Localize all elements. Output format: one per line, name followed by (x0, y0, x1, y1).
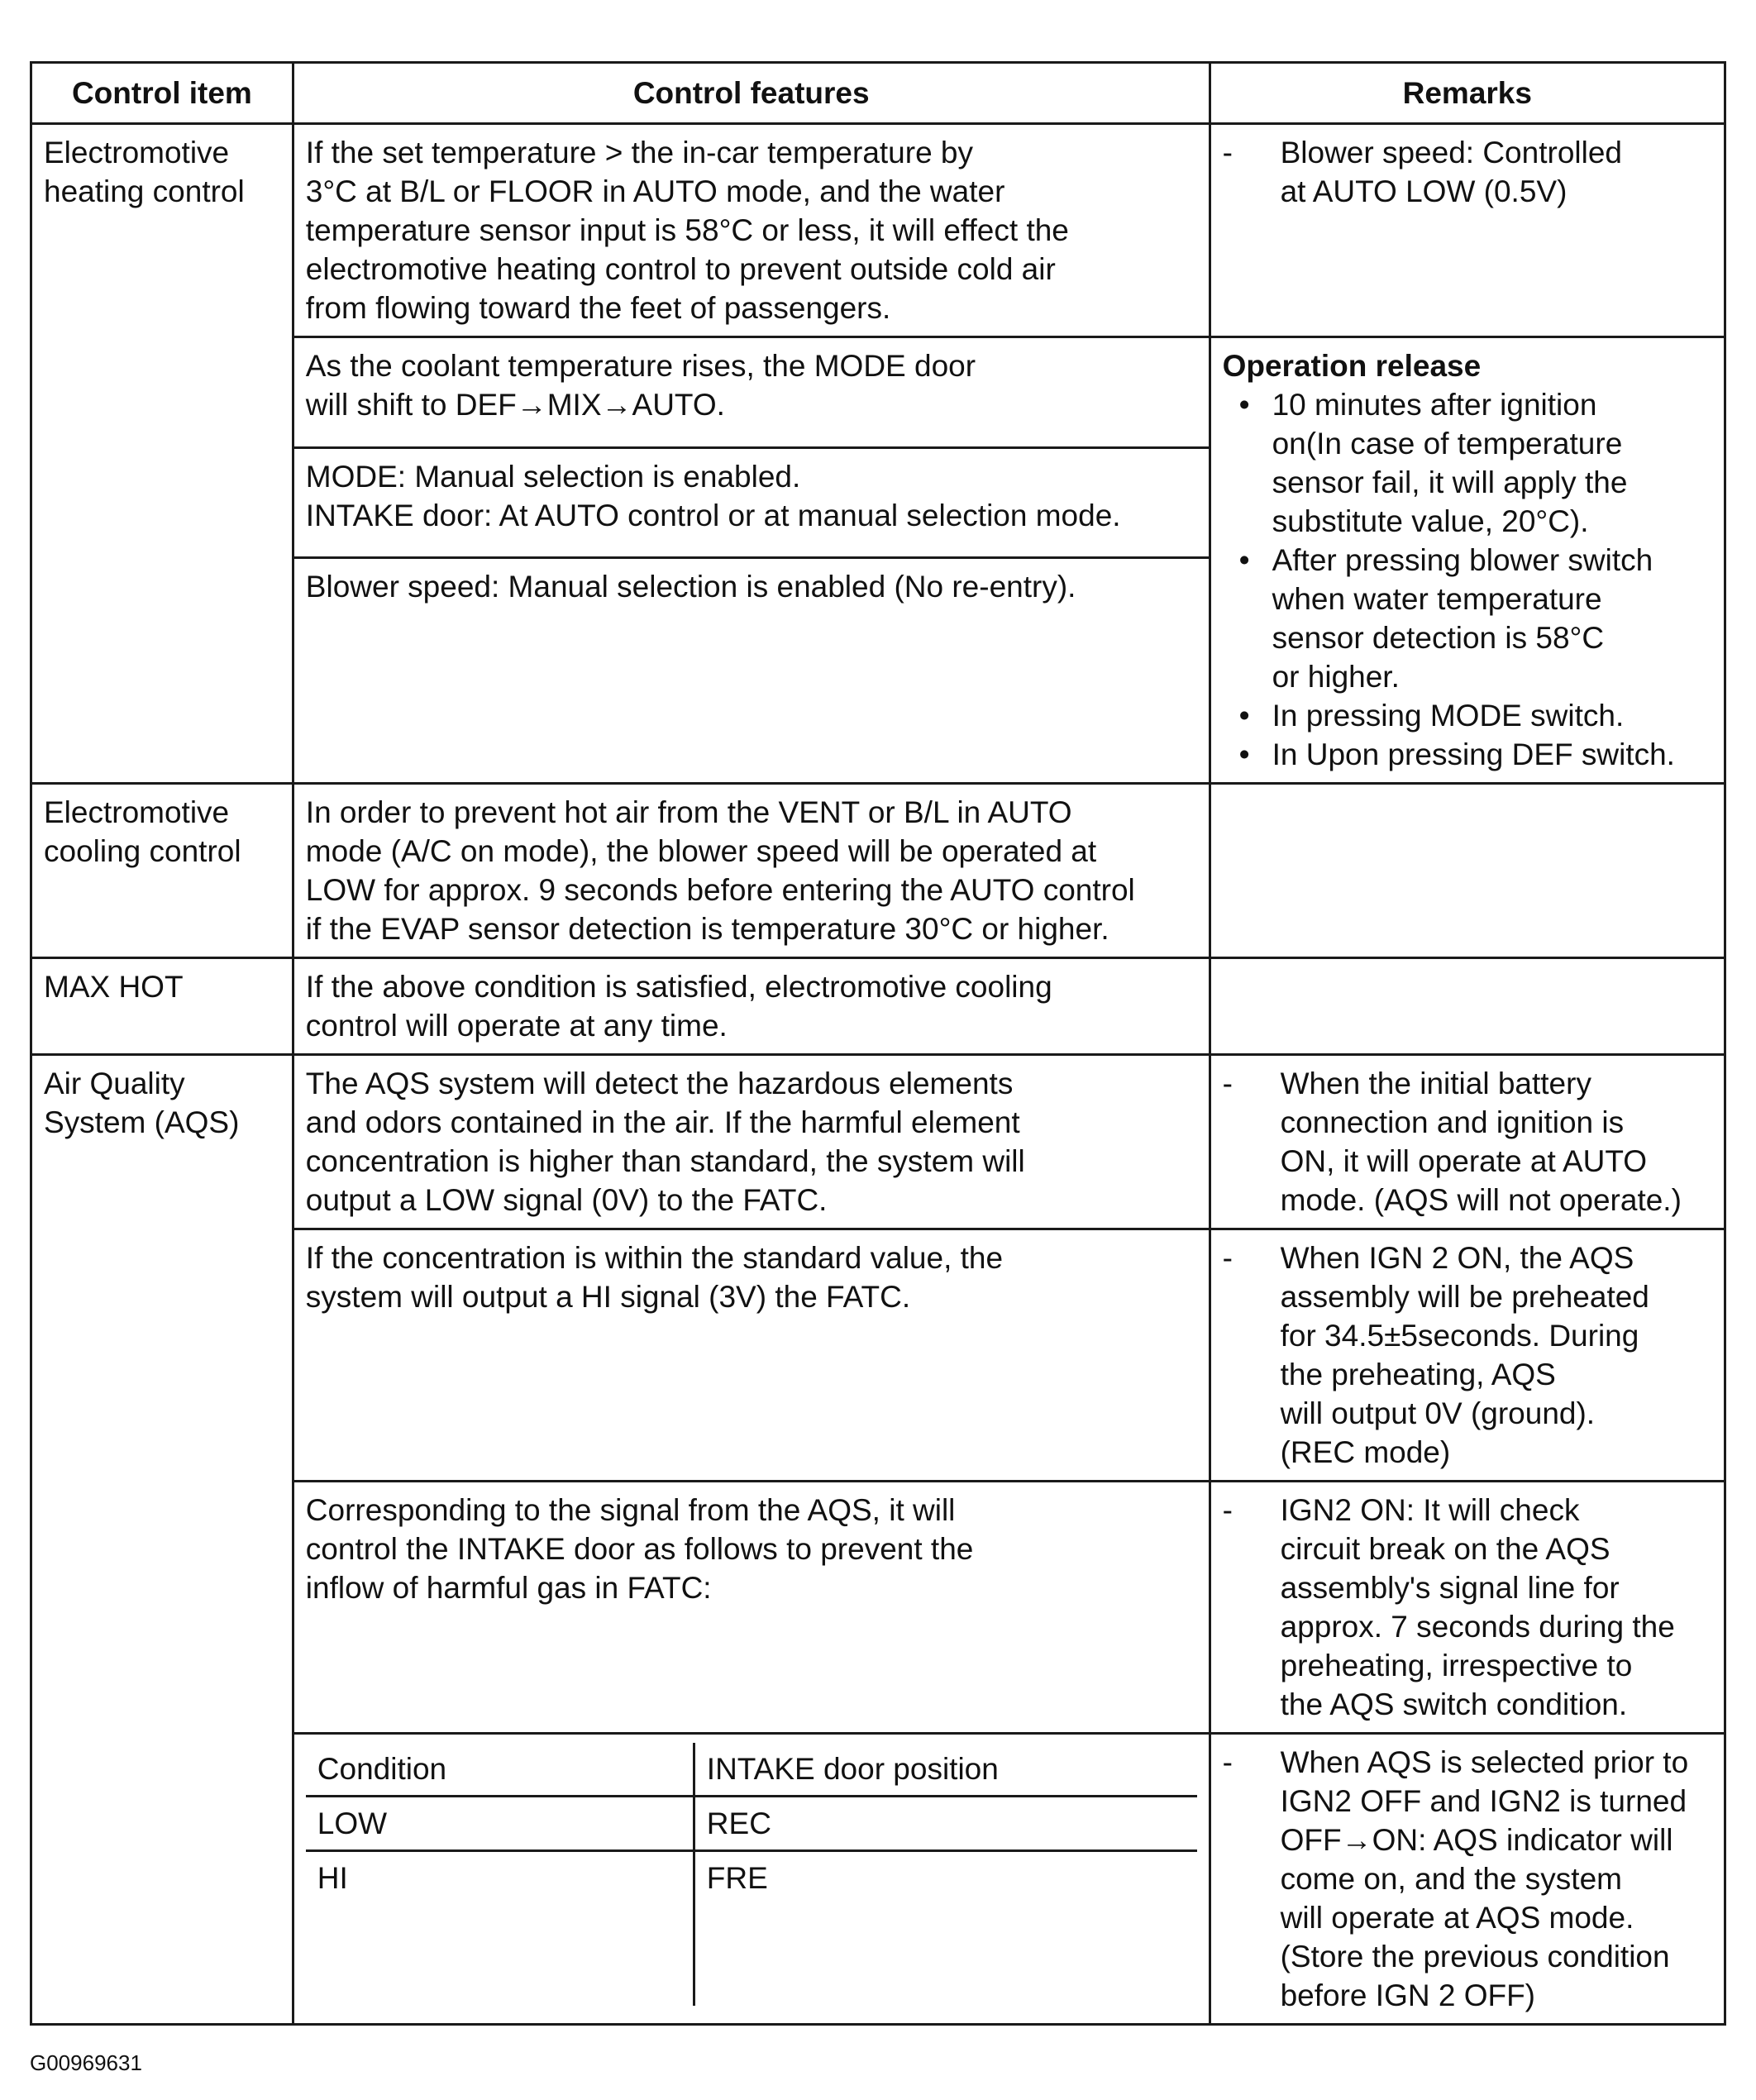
intake-subtable (306, 1743, 1197, 2006)
feature-heating-4: Blower speed: Manual selection is enabled (No re-entry). (293, 558, 1210, 784)
subtable-cell: HI (306, 1851, 694, 2007)
feature-aqs-2: If the concentration is within the standard value, the system will output a HI signal (3V) the FATC. (293, 1229, 1210, 1482)
control-table (30, 61, 1726, 2026)
header-control-features: Control features (293, 63, 1210, 124)
table-row (31, 784, 1725, 958)
figure-id: G00969631 (30, 2050, 142, 2075)
feature-cooling-1: In order to prevent hot air from the VENT or B/L in AUTO mode (A/C on mode), the blower speed will be operated at LOW for approx. 9 seconds before entering the AUTO control if the EVAP sensor detection is temperature 30°C or higher. (293, 784, 1210, 958)
remark-aqs-3: - IGN2 ON: It will check circuit break on the AQS assembly's signal line for approx. 7 seconds during the preheating, irrespective to the AQS switch condition. (1210, 1482, 1725, 1734)
subtable-header-row (306, 1743, 1197, 1797)
item-cooling: Electromotive cooling control (31, 784, 293, 958)
list-item: • In pressing MODE switch. (1272, 696, 1712, 735)
feature-heating-3: MODE: Manual selection is enabled. INTAKE door: At AUTO control or at manual selection mode. (293, 447, 1210, 558)
subtable-cell: LOW (306, 1797, 694, 1851)
remark-cooling-empty (1210, 784, 1725, 958)
remark-aqs-1: - When the initial battery connection and ignition is ON, it will operate at AUTO mode. (AQS will not operate.) (1210, 1055, 1725, 1229)
header-remarks: Remarks (1210, 63, 1725, 124)
subtable-header-condition: Condition (306, 1743, 694, 1797)
table-row (31, 958, 1725, 1055)
list-item: • After pressing blower switch when water temperature sensor detection is 58°C or higher. (1272, 541, 1712, 696)
subtable-cell: FRE (706, 1861, 768, 1895)
list-item: • 10 minutes after ignition on(In case of temperature sensor fail, it will apply the substitute value, 20°C). (1272, 385, 1712, 541)
subtable-row (306, 1797, 1197, 1851)
subtable-row (306, 1851, 1197, 2007)
subtable-header-intake: INTAKE door position (694, 1743, 1196, 1797)
feature-heating-1: If the set temperature > the in-car temperature by 3°C at B/L or FLOOR in AUTO mode, and the water temperature sensor input is 58°C or less, it will effect the electromotive heating control to prevent outside cold air from flowing toward the feet of passengers. (293, 124, 1210, 337)
list-item: • In Upon pressing DEF switch. (1272, 735, 1712, 774)
remark-maxhot-empty (1210, 958, 1725, 1055)
feature-maxhot-1: If the above condition is satisfied, electromotive cooling control will operate at any time. (293, 958, 1210, 1055)
table-row (31, 124, 1725, 337)
intake-subtable-cell (293, 1734, 1210, 2025)
feature-heating-2: As the coolant temperature rises, the MODE door will shift to DEF→MIX→AUTO. (293, 337, 1210, 448)
subtable-cell: REC (694, 1797, 1196, 1851)
item-aqs: Air Quality System (AQS) (31, 1055, 293, 2025)
remark-aqs-2: - When IGN 2 ON, the AQS assembly will be preheated for 34.5±5seconds. During the preheating, AQS will output 0V (ground). (REC mode) (1210, 1229, 1725, 1482)
table-row (31, 1055, 1725, 1229)
remark-operation-release: Operation release • 10 minutes after ignition on(In case of temperature sensor fail, it will apply the substitute value, 20°C). • After pressing blower switch when water temperature sensor detection is 58°C or higher. • In pressing MODE switch. • In Upon pressing DEF switch. (1210, 337, 1725, 784)
header-control-item: Control item (31, 63, 293, 124)
document-page (30, 61, 1726, 2026)
header-row (31, 63, 1725, 124)
feature-aqs-3: Corresponding to the signal from the AQS, it will control the INTAKE door as follows to prevent the inflow of harmful gas in FATC: (293, 1482, 1210, 1734)
item-maxhot: MAX HOT (31, 958, 293, 1055)
item-heating: Electromotive heating control (31, 124, 293, 784)
remark-aqs-4: - When AQS is selected prior to IGN2 OFF and IGN2 is turned OFF→ON: AQS indicator will come on, and the system will operate at AQS mode. (Store the previous condition before IGN 2 OFF) (1210, 1734, 1725, 2025)
feature-aqs-1: The AQS system will detect the hazardous elements and odors contained in the air. If the harmful element concentration is higher than standard, the system will output a LOW signal (0V) to the FATC. (293, 1055, 1210, 1229)
remark-heating-1: - Blower speed: Controlled at AUTO LOW (0.5V) (1210, 124, 1725, 337)
